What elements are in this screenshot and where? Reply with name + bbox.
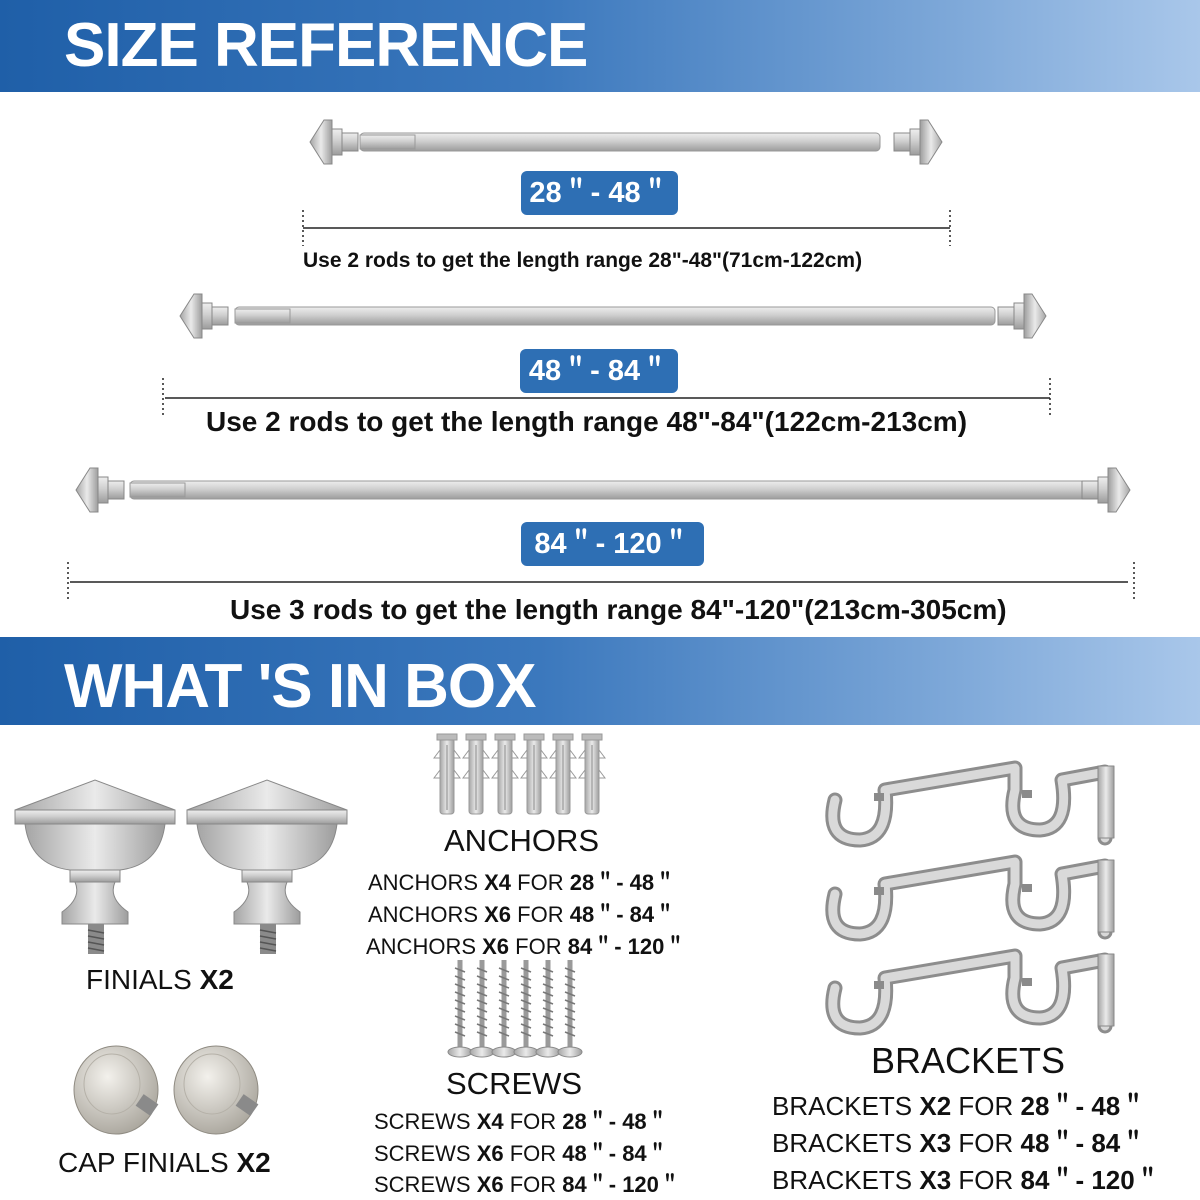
screws-line-2: SCREWS X6 FOR 48＂- 84＂	[374, 1141, 669, 1166]
brackets-title: BRACKETS	[871, 1040, 1066, 1081]
brackets-line-3: BRACKETS X3 FOR 84＂- 120＂	[772, 1165, 1161, 1195]
range-pill-3: 84＂- 120＂	[521, 522, 704, 566]
rod-note-3: Use 3 rods to get the length range 84"-120"(213cm-305cm)	[230, 594, 1007, 625]
finial-2	[187, 780, 347, 954]
anchors-title: ANCHORS	[444, 823, 600, 858]
whats-in-box-title: WHAT 'S IN BOX	[64, 652, 536, 721]
size-reference-title: SIZE REFERENCE	[64, 11, 588, 80]
anchors-line-2: ANCHORS X6 FOR 48＂- 84＂	[368, 902, 677, 927]
rod-note-2: Use 2 rods to get the length range 48"-84"(122cm-213cm)	[206, 406, 968, 437]
cap-finial-2	[174, 1046, 258, 1134]
screws-line-1: SCREWS X4 FOR 28＂- 48＂	[374, 1109, 669, 1134]
range-pill-1: 28＂- 48＂	[521, 171, 678, 215]
brackets-line-1: BRACKETS X2 FOR 28＂- 48＂	[772, 1091, 1147, 1121]
rod-2	[180, 294, 1046, 338]
finial-1	[15, 780, 175, 954]
finials-label: FINIALS X2	[86, 964, 234, 995]
rod-3	[76, 468, 1130, 512]
rod-note-1: Use 2 rods to get the length range 28"-48"(71cm-122cm)	[303, 249, 863, 272]
anchors-line-1: ANCHORS X4 FOR 28＂- 48＂	[368, 870, 677, 895]
cap-finial-1	[74, 1046, 158, 1134]
anchors-line-3: ANCHORS X6 FOR 84＂- 120＂	[366, 934, 687, 959]
cap-finials-label: CAP FINIALS X2	[58, 1147, 271, 1178]
anchors-illustration	[434, 734, 605, 814]
screws-line-3: SCREWS X6 FOR 84＂- 120＂	[374, 1172, 681, 1197]
brackets-line-2: BRACKETS X3 FOR 48＂- 84＂	[772, 1128, 1147, 1158]
brackets-illustration	[833, 766, 1114, 1028]
screws-illustration	[448, 960, 582, 1057]
rod-1	[310, 120, 942, 164]
screws-title: SCREWS	[446, 1066, 583, 1101]
range-pill-2: 48＂- 84＂	[520, 349, 678, 393]
